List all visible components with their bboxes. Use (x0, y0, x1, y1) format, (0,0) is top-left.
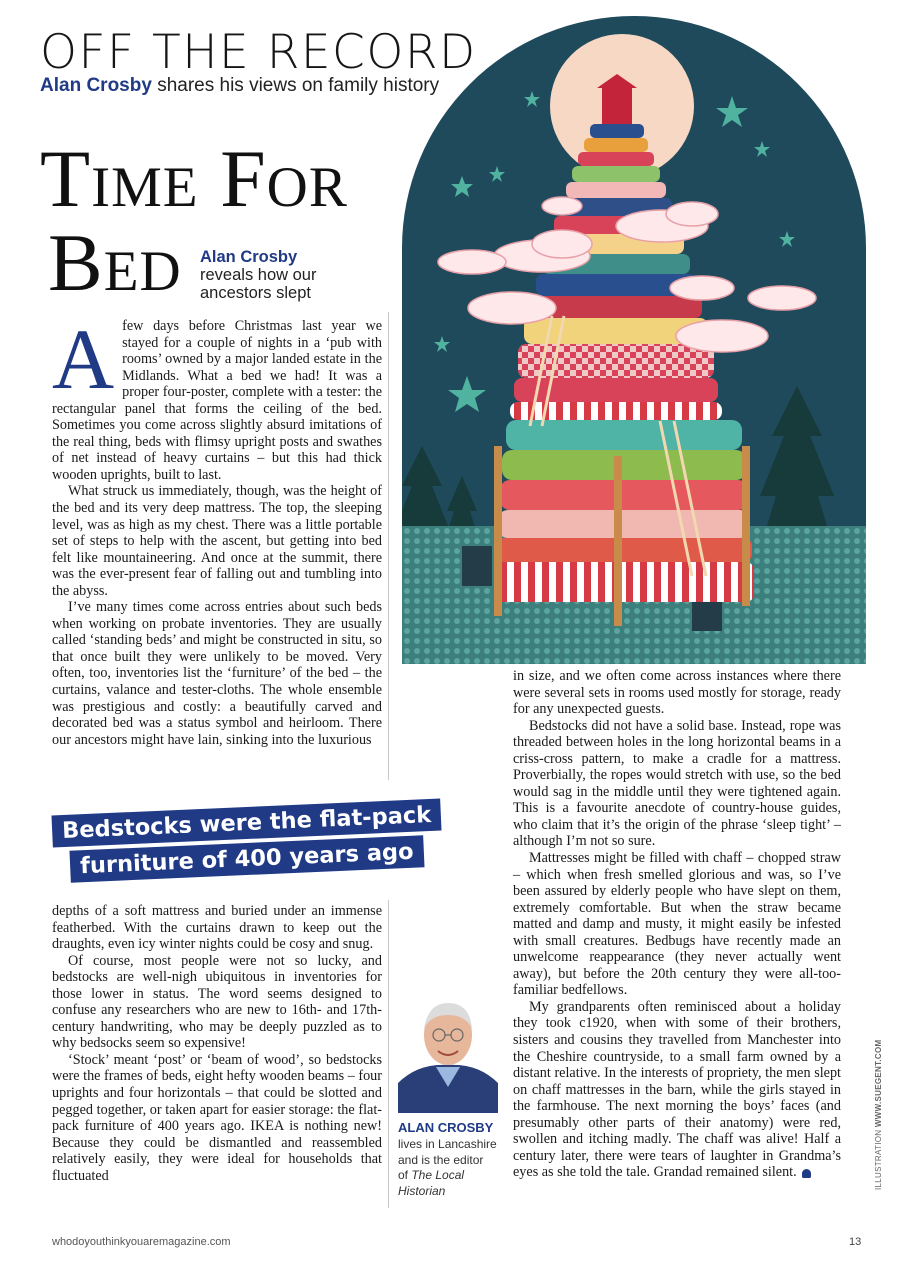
paragraph: What struck us immediately, though, was the height of the bed and its very deep mattress. The top, the sleeping level, was as high as my chest. There was a little portable set of steps to help with the ascent, but getting into bed felt like mountaineering. And once at the summit, there was the ever-present fear of falling out and tumbling into the abyss. (52, 483, 382, 599)
paragraph: Of course, most people were not so lucky, and bedstocks are well-nigh ubiquitous in inventories for those lower in status. The word seems designed to confuse any researchers who are new to 16th- and 17th-century handwriting, who may be deeply puzzled as to why bedsocks seem so expensive! (52, 952, 382, 1052)
author-box-bio (398, 1137, 498, 1199)
section-kicker: OFF THE RECORD (40, 25, 477, 80)
end-mark-icon (802, 1169, 811, 1178)
author-box-name: ALAN CROSBY (398, 1120, 494, 1135)
credit-site: WWW.SUEGENT.COM (874, 1039, 883, 1128)
pull-quote-line2: furniture of 400 years ago (69, 835, 424, 882)
byline-line3: ancestors slept (200, 284, 311, 302)
bed-tower-illustration (402, 16, 866, 664)
publication-name: The Local (411, 1168, 465, 1182)
article-column-3 (513, 668, 841, 1181)
standfirst-text: shares his views on family history (151, 75, 440, 96)
paragraph (513, 999, 841, 1181)
article-column-1 (52, 311, 382, 748)
article-title-line1: Time For (40, 133, 348, 224)
paragraph: Bedstocks did not have a solid base. Instead, rope was threaded between holes in the long horizontal beams in a criss-cross pattern, to make a cradle for a mattress. Proverbially, the ropes would stretch with use, so the bed would sag in the middle until they were tightened again. This is a favourite anecdote of country-house guides, who claim that it’s the origin of the phrase ‘sleep tight’ – although I’m not so sure. (513, 717, 841, 850)
author-bio-line: and is the editor (398, 1152, 484, 1167)
pull-quote-line1: Bedstocks were the flat-pack (51, 799, 441, 848)
column-divider (388, 312, 389, 780)
section-standfirst (40, 75, 439, 97)
paragraph: Mattresses might be filled with chaff – chopped straw – which when fresh smelled glorious and was, so I’ve been assured by elderly people who have slept on them, extremely comfortable. But when the straw became matted and damp and musty, it might easily be infested with small creatures. Bedbugs have recently made an unwelcome reappearance (they never actually went away), but before the 20th century they were all-too-familiar bedfellows. (513, 850, 841, 999)
byline-line2: reveals how our (200, 266, 317, 284)
column-divider (388, 900, 389, 1208)
paragraph: in size, and we often come across instances where there were several sets in rooms used mostly for storage, ready for any unexpected guests. (513, 668, 841, 718)
credit-label: ILLUSTRATION (874, 1127, 883, 1190)
paragraph (52, 311, 382, 483)
pull-quote (52, 803, 432, 883)
article-title-line2: Bed (48, 217, 182, 308)
paragraph: depths of a soft mattress and buried under an immense featherbed. With the curtains drawn to keep out the draughts, even icy winter nights could be cosy and snug. (52, 903, 382, 953)
drop-cap: A (52, 311, 115, 407)
publication-name: Historian (398, 1183, 446, 1198)
author-photo (398, 995, 498, 1113)
byline-author: Alan Crosby (200, 248, 298, 266)
paragraph: ‘Stock’ meant ‘post’ or ‘beam of wood’, so bedstocks were the frames of beds, eight hefty wooden beams – four uprights and four horizontals – that could be slotted and pegged together, or taken apart for easier storage: the flat-pack furniture of 400 years ago. IKEA is nothing new! Because they could be dismantled and reassembled relatively easily, they were ideal for households that fluctuated (52, 1051, 382, 1184)
page-number: 13 (849, 1236, 862, 1248)
paragraph-text: My grandparents often reminisced about a holiday they took c1920, when with some of their brothers, sisters and cousins they travelled from Manchester into the Cheshire countryside, to a small farm owned by a distant relative. In the interests of propriety, the men slept on chaff mattresses in the barn, while the girls stayed in the farmhouse. The next morning the boys’ faces (and presumably other parts of their anatomy) were red, swollen and itching madly. The chaff was alive! Half a century later, there were tears of laughter in Grandma’s eyes as she told the tale. Grandad remained silent. (513, 998, 841, 1181)
paragraph: I’ve many times come across entries about such beds when working on probate inventories. They are usually called ‘standing beds’ and might be constructed in situ, so that once built they were unlikely to be moved. Very often, too, inventories list the ‘furniture’ of the bed – the curtains, valance and tester-cloths. The whole ensemble was prestigious and costly: a beautifully carved and decorated bed was a status symbol and heirloom. There our ancestors might have lain, sinking into the luxurious (52, 599, 382, 748)
standfirst-author: Alan Crosby (40, 75, 152, 96)
footer-url[interactable]: whodoyouthinkyouaremagazine.com (52, 1236, 231, 1248)
author-bio-line: of (398, 1168, 412, 1182)
paragraph-text: few days before Christmas last year we stayed for a couple of nights in a ‘pub with rooms’ owned by a major landed estate in the Midlands. What a bed we had! It was a proper four-poster, complete with a tester: the rectangular panel that forms the ceiling of the bed. Sometimes you come across slightly absurd imitations of the real thing, beds with flimsy upright posts and swathes of net instead of heavy curtains – but this had thick wooden uprights, built to last. (52, 318, 382, 483)
article-byline (200, 248, 316, 302)
illustration-credit (874, 1040, 883, 1190)
author-bio-line: lives in Lancashire (398, 1137, 497, 1151)
article-column-2 (52, 903, 382, 1184)
